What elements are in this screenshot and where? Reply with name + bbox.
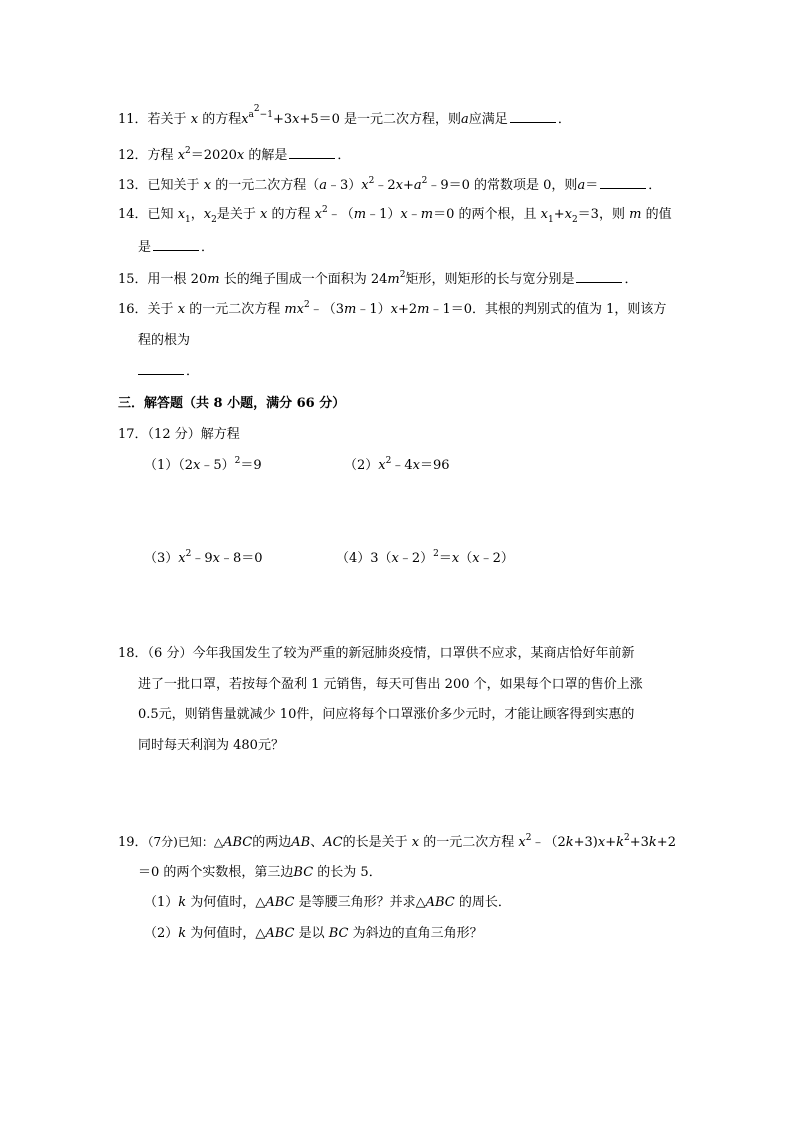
question-16: 16．关于 x 的一元二次方程 $mx^2﹣(3m﹣1)x+2m﹣1=0$．其根的判别式的值为 1，则该方 <box>118 300 667 317</box>
answer-blank[interactable] <box>600 176 646 189</box>
question-12: 12．方程 $x^2=2020x$ 的解是 ． <box>118 146 351 163</box>
question-15: 15．用一根 20m 长的绳子围成一个面积为 $24m^2$矩形，则矩形的长与宽分别是 ． <box>118 270 638 287</box>
answer-blank[interactable] <box>153 238 199 251</box>
q19-part-1: （1）k 为何值时，△ABC 是等腰三角形？并求△ABC 的周长． <box>144 895 511 910</box>
q17-part-4: （4）3（x﹣2）$^2$＝x（x﹣2） <box>336 549 514 566</box>
q17-part-1: （1）（2x﹣5）$^2$＝9 <box>144 456 262 473</box>
question-16-continued: 程的根为 <box>138 333 191 348</box>
question-14-continued: 是 ． <box>138 240 215 255</box>
question-17: 17．（12 分）解方程 <box>118 427 240 442</box>
question-18-line-2: 进了一批口罩，若按每个盈利 1 元销售，每天可售出 200 个，如果每个口罩的售价上涨 <box>138 677 643 692</box>
answer-blank[interactable] <box>510 110 556 123</box>
question-18: 18．（6 分）今年我国发生了较为严重的新冠肺炎疫情，口罩供不应求，某商店恰好年前新 <box>118 646 635 661</box>
question-14: 14．已知 $x_1$，$x_2$是关于 x 的方程 $x^2﹣(m﹣1)x﹣m=0$ 的两个根，且 $x_1+x_2=3$，则 m 的值 <box>118 205 672 225</box>
answer-blank[interactable] <box>576 270 622 283</box>
q17-part-3: $(3)x^2﹣9x﹣8=0$ <box>144 549 263 566</box>
answer-blank[interactable] <box>289 146 335 159</box>
question-16-blank-line: ． <box>138 362 199 381</box>
question-19-line-2: ＝0 的两个实数根，第三边BC 的长为 5． <box>138 865 382 880</box>
q17-part-2: $(2)x^2﹣4x=96$ <box>344 456 450 473</box>
question-19: 19．（7分)已知：△ABC的两边AB、AC的长是关于 x 的一元二次方程 $x^2﹣(2k+3)x+k^2+3k+2$ <box>118 833 676 850</box>
section-title: 三．解答题（共 8 小题，满分 66 分） <box>118 396 346 411</box>
question-13: 13．已知关于 x 的一元二次方程$(a﹣3)x^2﹣2x+a^2﹣9=0$ 的常数项是 0，则a＝ ． <box>118 176 662 193</box>
q19-part-2: （2）k 为何值时，△ABC 是以 BC 为斜边的直角三角形？ <box>144 926 483 941</box>
question-11: 11．若关于 x 的方程$x^{a^2-1}+3x+5=0$ 是一元二次方程，则a应满足 ． <box>118 104 571 127</box>
question-18-line-3: 0.5元，则销售量就减少 10件，问应将每个口罩涨价多少元时，才能让顾客得到实惠的 <box>138 707 635 722</box>
answer-blank[interactable] <box>138 362 184 375</box>
question-18-line-4: 同时每天利润为 480元？ <box>138 738 284 753</box>
